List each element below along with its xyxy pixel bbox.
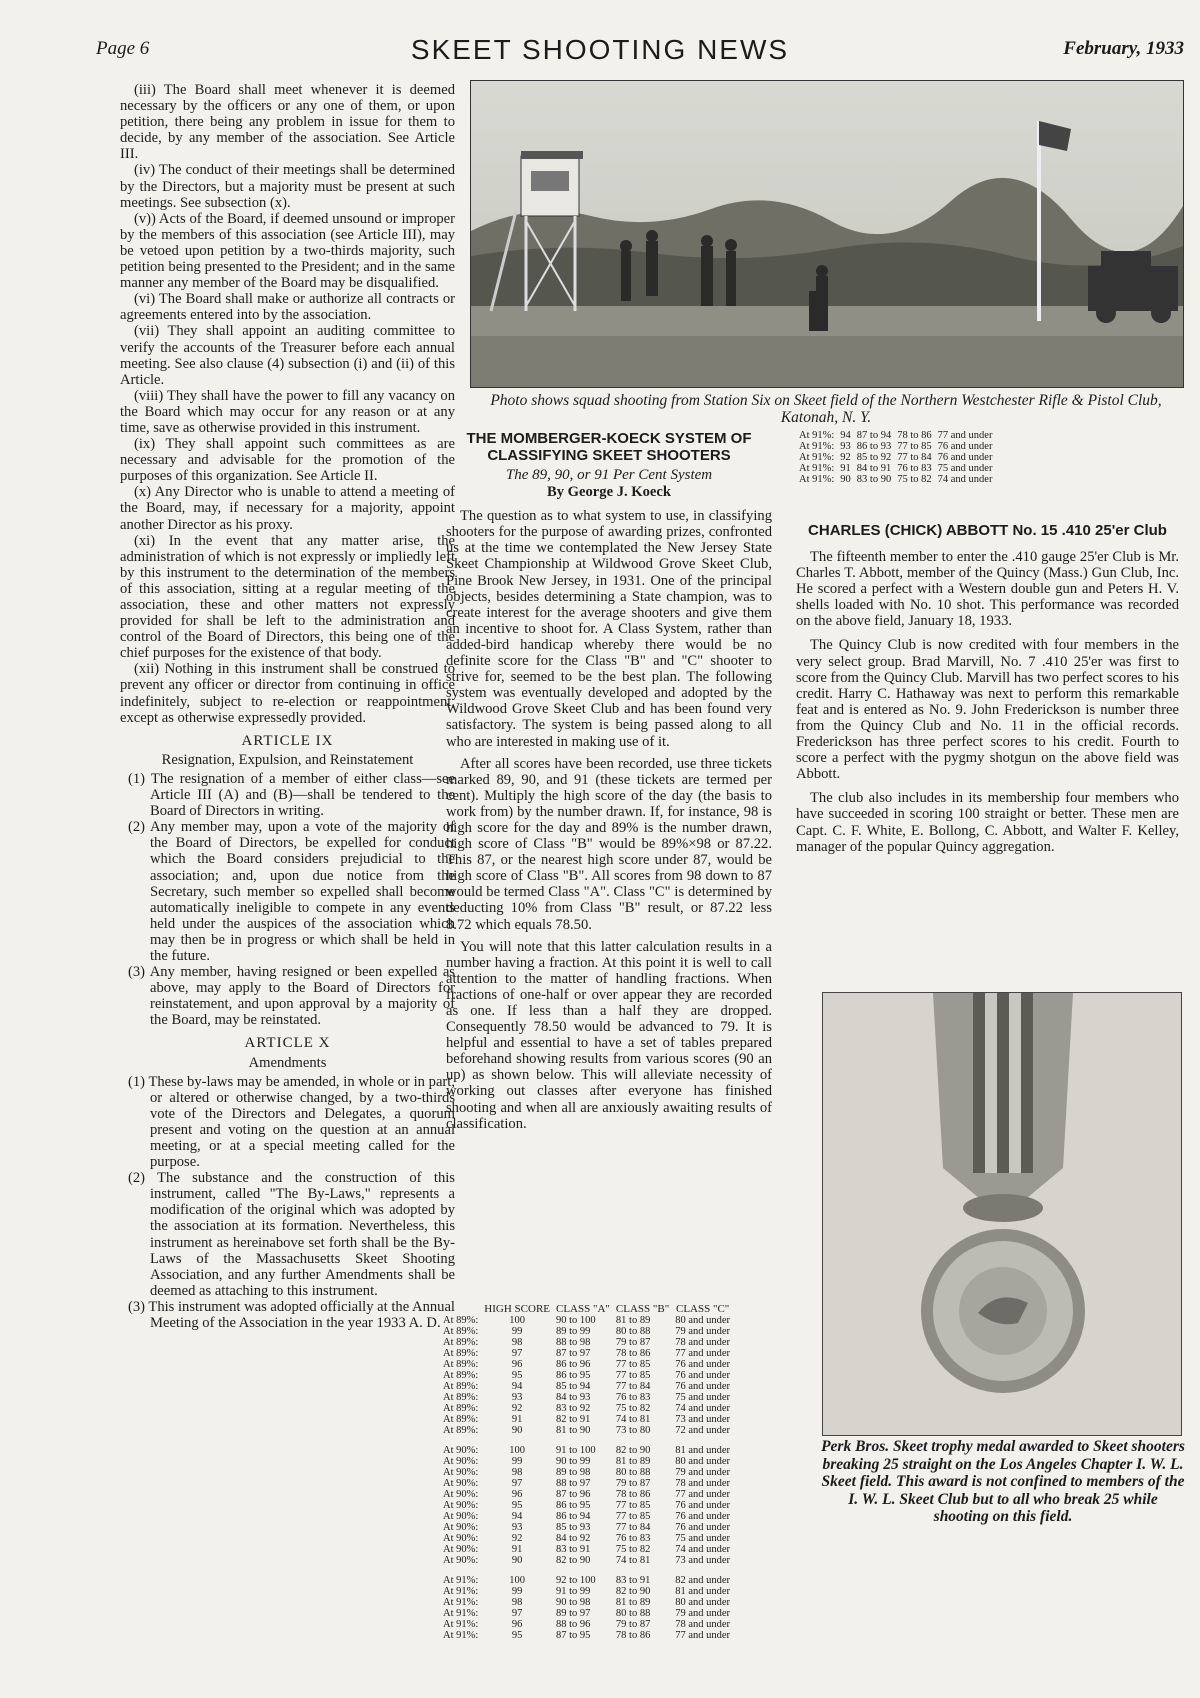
table-cell: 81 and under xyxy=(675,1445,731,1456)
table-cell: At 89%: xyxy=(443,1326,479,1337)
table-cell: 77 to 85 xyxy=(615,1359,651,1370)
table-row xyxy=(796,430,995,441)
table-cell: 98 xyxy=(511,1597,523,1608)
table-cell: At 90%: xyxy=(443,1478,479,1489)
table-row xyxy=(440,1445,733,1456)
table-cell: 92 to 100 xyxy=(556,1575,596,1586)
table-cell: 80 and under xyxy=(675,1456,731,1467)
table-cell: At 89%: xyxy=(443,1425,479,1436)
table-cell: 76 to 83 xyxy=(615,1392,651,1403)
table-cell: 99 xyxy=(511,1326,523,1337)
table-cell: 96 xyxy=(511,1619,523,1630)
table-row xyxy=(440,1489,733,1500)
table-cell: 99 xyxy=(511,1586,523,1597)
table-cell: 85 to 94 xyxy=(556,1381,591,1392)
table-cell: 97 xyxy=(511,1348,523,1359)
table-cell: 97 xyxy=(511,1478,523,1489)
table-cell: At 90%: xyxy=(443,1456,479,1467)
table-cell: 77 and under xyxy=(675,1489,731,1500)
table-cell: 81 to 89 xyxy=(615,1597,651,1608)
table-cell: 81 to 89 xyxy=(615,1315,651,1326)
table-cell: 73 to 80 xyxy=(615,1425,651,1436)
table-cell: At 91%: xyxy=(799,452,835,463)
bylaw-item: (2) The substance and the construction of this instrument, called "The By-Laws," represents a modification of the original which was adopted by the association at its formation. Nevertheless, this instrument as hereinabove set forth shall be the By-Laws of the Massachusetts Skeet Shooting Association, and any further Amendments shall be deemed as attaching to this instrument. xyxy=(128,1170,455,1299)
table-cell: 76 and under xyxy=(675,1522,731,1533)
table-row xyxy=(440,1326,733,1337)
table-row xyxy=(440,1619,733,1630)
table-cell: 81 to 89 xyxy=(615,1456,651,1467)
table-row xyxy=(440,1403,733,1414)
table-cell: 77 and under xyxy=(937,430,993,441)
table-cell: 78 to 86 xyxy=(615,1630,651,1641)
table-cell: At 91%: xyxy=(443,1630,479,1641)
article-heading: ARTICLE IX xyxy=(241,732,334,749)
table-row xyxy=(440,1597,733,1608)
table-cell: 94 xyxy=(511,1381,523,1392)
bylaw-paragraph: (viii) They shall have the power to fill any vacancy on the Board which may occur for any reason or at any time, save as otherwise provided in this instrument. xyxy=(120,387,455,436)
table-cell: At 91%: xyxy=(443,1608,479,1619)
table-cell: 76 and under xyxy=(675,1511,731,1522)
table-row xyxy=(440,1392,733,1403)
table-cell: 76 and under xyxy=(675,1381,731,1392)
table-cell: At 91%: xyxy=(799,474,835,485)
table-cell: 78 and under xyxy=(675,1619,731,1630)
table-cell: 86 to 95 xyxy=(556,1370,591,1381)
table-cell: At 91%: xyxy=(443,1619,479,1630)
table-cell: 76 to 83 xyxy=(897,463,932,474)
table-cell: 86 to 96 xyxy=(556,1359,591,1370)
table-cell: At 89%: xyxy=(443,1381,479,1392)
table-cell: 96 xyxy=(511,1489,523,1500)
bylaw-item: (2) Any member may, upon a vote of the majority of the Board of Directors, be expelled for conduct which the Board considers prejudicial to the association; and, upon due notice from the Secretary, such member so expelled shall become automatically ineligible to compete in any events held under the auspices of the association which may then be in progress or which shall be held in the future. xyxy=(128,819,455,964)
table-cell: 74 to 81 xyxy=(615,1414,651,1425)
table-cell: At 91%: xyxy=(799,463,835,474)
table-cell: 85 to 93 xyxy=(556,1522,591,1533)
table-cell: 82 to 90 xyxy=(615,1586,651,1597)
table-cell: 74 and under xyxy=(675,1544,731,1555)
table-cell: 78 to 86 xyxy=(615,1348,651,1359)
abbott-paragraph: The fifteenth member to enter the .410 gauge 25'er Club is Mr. Charles T. Abbott, member of the Quincy (Mass.) Gun Club, Inc. He scored a perfect with a Western double gun and Peters H. V. shells loaded with No. 10 shot. This performance was recorded on the above field, January 18, 1933. xyxy=(796,549,1179,630)
table-cell: 86 to 94 xyxy=(556,1511,591,1522)
table-cell: At 91%: xyxy=(443,1597,479,1608)
table-cell: 100 xyxy=(509,1445,526,1456)
table-cell: 87 to 94 xyxy=(856,430,892,441)
table-cell: 90 xyxy=(511,1555,523,1566)
table-cell: 98 xyxy=(511,1337,523,1348)
abbott-paragraph: The Quincy Club is now credited with four members in the very select group. Brad Marvill, No. 7 .410 25'er was first to score from the Quincy Club. Marvill has two perfect scores to his credit. Harry C. Hathaway was next to perform this remarkable feat and is entered as No. 9. John Frederickson is number three from the Quincy Club and No. 11 in the official records. Frederickson has three perfect scores to his credit. Fourth to score a perfect with the pygmy shotgun on the above field was Abbott. xyxy=(796,637,1179,783)
table-header: HIGH SCORE xyxy=(484,1303,550,1315)
table-row xyxy=(440,1348,733,1359)
table-cell: 78 and under xyxy=(675,1337,731,1348)
bylaw-paragraph: (xii) Nothing in this instrument shall be construed to prevent any officer or director from continuing in office indefinitely, subject to re-election or reappointment, except as otherwise expressedly provided. xyxy=(120,661,455,726)
table-row xyxy=(440,1522,733,1533)
table-cell: 76 and under xyxy=(675,1370,731,1381)
table-cell: 80 and under xyxy=(675,1315,731,1326)
table-cell: 93 xyxy=(511,1392,523,1403)
table-cell: 79 to 87 xyxy=(615,1619,651,1630)
publication-title: SKEET SHOOTING NEWS xyxy=(410,34,790,65)
table-cell: 82 to 90 xyxy=(615,1445,651,1456)
skeet-field-illustration xyxy=(471,81,1183,387)
table-cell: At 91%: xyxy=(443,1586,479,1597)
table-cell: 75 to 82 xyxy=(615,1544,651,1555)
page-header xyxy=(0,0,1200,70)
table-cell: 78 to 86 xyxy=(615,1489,651,1500)
table-cell: 77 to 85 xyxy=(897,441,932,452)
article-heading: ARTICLE X xyxy=(244,1035,331,1052)
table-cell: 97 xyxy=(511,1608,523,1619)
table-cell: 78 and under xyxy=(675,1478,731,1489)
table-cell: 88 to 98 xyxy=(556,1337,591,1348)
table-row xyxy=(440,1511,733,1522)
table-cell: 79 to 87 xyxy=(615,1337,651,1348)
issue-date: February, 1933 xyxy=(1063,38,1184,59)
table-row xyxy=(440,1555,733,1566)
table-row xyxy=(440,1337,733,1348)
table-cell: 94 xyxy=(840,430,851,441)
abbott-paragraph: The club also includes in its membership four members who have succeeded in scoring 100 straight or better. These men are Capt. C. F. White, E. Bollong, C. Abbott, and Walter F. Kelley, manager of the popular Quincy aggregation. xyxy=(796,790,1179,855)
table-cell: 87 to 96 xyxy=(556,1489,591,1500)
table-cell: 94 xyxy=(511,1511,523,1522)
table-cell: 89 to 98 xyxy=(556,1467,591,1478)
table-cell: 77 and under xyxy=(675,1630,731,1641)
table-header: CLASS "C" xyxy=(675,1303,730,1315)
table-row xyxy=(440,1425,733,1436)
table-cell: 81 to 90 xyxy=(556,1425,591,1436)
table-cell: 80 and under xyxy=(675,1597,731,1608)
article-column xyxy=(446,430,772,1132)
table-cell: 80 to 88 xyxy=(615,1608,651,1619)
table-row xyxy=(796,463,995,474)
table-cell: 90 to 98 xyxy=(556,1597,591,1608)
bylaw-item: (3) Any member, having resigned or been expelled as above, may apply to the Board of Directors for reinstatement, and upon approval by a majority of the Board, may be reinstated. xyxy=(128,964,455,1029)
table-header xyxy=(440,1304,481,1315)
trophy-medal-photo xyxy=(822,992,1182,1436)
bylaw-paragraph: (x) Any Director who is unable to attend a meeting of the Board, may, if necessary for a majority, appoint another Director as his proxy. xyxy=(120,484,455,533)
table-row xyxy=(440,1630,733,1641)
bylaws-column xyxy=(120,82,455,1331)
table-cell: 75 and under xyxy=(937,463,993,474)
table-cell: 86 to 93 xyxy=(856,441,892,452)
table-cell: 92 xyxy=(511,1403,523,1414)
table-cell: 96 xyxy=(511,1359,523,1370)
table-cell: At 91%: xyxy=(443,1575,479,1586)
article-subtitle: The 89, 90, or 91 Per Cent System xyxy=(505,467,713,483)
table-cell: At 90%: xyxy=(443,1533,479,1544)
table-cell: 91 xyxy=(511,1544,523,1555)
bylaw-item: (1) The resignation of a member of either class—see Article III (A) and (B)—shall be tendered to the Board of Directors in writing. xyxy=(128,770,455,820)
table-row xyxy=(440,1608,733,1619)
table-cell: 75 and under xyxy=(675,1533,731,1544)
table-row xyxy=(440,1575,733,1586)
table-cell: 81 and under xyxy=(675,1586,731,1597)
table-cell: 80 to 88 xyxy=(615,1326,651,1337)
article-paragraph: You will note that this latter calculation results in a number having a fraction. At this point it is well to call attention to the matter of handling fractions. When fractions of one-half or over appear they are recorded as one. If less than a half they are dropped. Consequently 78.50 would be advanced to 79. It is helpful and essential to have a set of tables prepared beforehand showing results from various scores (90 an up) as shown below. This will alleviate necessity of working out classes after everyone has finished shooting and when all are anxiously awaiting results of classification. xyxy=(446,938,772,1132)
table-cell: 75 to 82 xyxy=(897,474,932,485)
medal-illustration xyxy=(823,993,1181,1435)
table-cell: 91 to 99 xyxy=(556,1586,591,1597)
table-cell: 95 xyxy=(511,1370,523,1381)
table-cell: 77 to 85 xyxy=(615,1511,651,1522)
table-cell: 83 to 92 xyxy=(556,1403,591,1414)
table-cell: 91 xyxy=(511,1414,523,1425)
table-cell: 79 to 87 xyxy=(615,1478,651,1489)
table-cell: 77 to 85 xyxy=(615,1370,651,1381)
table-cell: 76 and under xyxy=(675,1500,731,1511)
table-cell: 80 to 88 xyxy=(615,1467,651,1478)
table-group-gap xyxy=(440,1566,733,1575)
page-number: Page 6 xyxy=(96,38,150,59)
table-cell: At 91%: xyxy=(799,430,835,441)
table-cell: At 89%: xyxy=(443,1337,479,1348)
table-cell: 74 and under xyxy=(937,474,993,485)
table-cell: 75 to 82 xyxy=(615,1403,651,1414)
table-row xyxy=(440,1456,733,1467)
table-cell: 74 to 81 xyxy=(615,1555,651,1566)
table-group-gap xyxy=(440,1436,733,1445)
table-row xyxy=(440,1315,733,1326)
table-row xyxy=(440,1478,733,1489)
table-cell: At 89%: xyxy=(443,1392,479,1403)
table-cell: 83 to 91 xyxy=(556,1544,591,1555)
table-cell: 73 and under xyxy=(675,1414,731,1425)
table-cell: 84 to 92 xyxy=(556,1533,591,1544)
table-cell: 77 to 84 xyxy=(615,1381,651,1392)
bylaw-paragraph: (xi) In the event that any matter arise, the administration of which is not expressly or impliedly left by this instrument to the determination of the members of this association, sitting at a regular meeting of the association, these and other matters not expressly provided for shall be left to the administration and control of the Board of Directors, this being one of the chief purposes for the existence of that body. xyxy=(120,532,455,662)
table-cell: 78 to 86 xyxy=(897,430,932,441)
table-cell: At 89%: xyxy=(443,1315,479,1326)
table-cell: 93 xyxy=(840,441,851,452)
article-byline: By George J. Koeck xyxy=(546,484,672,501)
table-row xyxy=(440,1370,733,1381)
table-row xyxy=(440,1467,733,1478)
classification-table-continued xyxy=(796,430,995,485)
table-cell: 77 to 84 xyxy=(897,452,932,463)
table-body xyxy=(796,430,995,485)
article-paragraph: After all scores have been recorded, use three tickets marked 89, 90, and 91 (these tickets are termed per cent). Multiply the high score of the day (the basis to work from) by the number drawn. If, for instance, 98 is high score for the day and 89% is the number drawn, high score of Class "B" would be 89%×98 or 87.22. This 87, or the nearest high score under 87, would be high score of Class "B". All scores from 98 down to 87 would be termed Class "A". Class "C" is determined by deducting 10% from Class "B" result, or 87.22 less 8.72 which equals 78.50. xyxy=(446,755,772,933)
table-cell: 74 and under xyxy=(675,1403,731,1414)
table-cell: 82 to 90 xyxy=(556,1555,591,1566)
medal-caption: Perk Bros. Skeet trophy medal awarded to Skeet shooters breaking 25 straight on the Los Angeles Chapter I. W. L. Skeet field. This award is not confined to members of the I. W. L. Skeet Club but to all who break 25 while shooting on this field. xyxy=(821,1438,1185,1525)
article-subheading: Resignation, Expulsion, and Reinstatement xyxy=(161,751,414,768)
table-cell: 91 to 100 xyxy=(556,1445,596,1456)
classification-table xyxy=(440,1304,733,1641)
table-cell: At 89%: xyxy=(443,1370,479,1381)
abbott-title: CHARLES (CHICK) ABBOTT No. 15 .410 25'er Club xyxy=(808,522,1167,539)
table-header: CLASS "A" xyxy=(556,1303,610,1315)
table-body xyxy=(440,1315,733,1641)
table-cell: 79 and under xyxy=(675,1467,731,1478)
table-cell: 76 and under xyxy=(937,441,993,452)
table-cell: 87 to 97 xyxy=(556,1348,591,1359)
table-row xyxy=(440,1533,733,1544)
table-cell: 77 to 85 xyxy=(615,1500,651,1511)
table-cell: 99 xyxy=(511,1456,523,1467)
table-cell: At 90%: xyxy=(443,1445,479,1456)
table-cell: 90 xyxy=(840,474,851,485)
table-cell: 76 and under xyxy=(675,1359,731,1370)
table-cell: 95 xyxy=(511,1500,523,1511)
table-cell: 77 to 84 xyxy=(615,1522,651,1533)
table-cell: 73 and under xyxy=(675,1555,731,1566)
table-cell: 92 xyxy=(840,452,851,463)
table-cell: 84 to 91 xyxy=(856,463,892,474)
photo-caption: Photo shows squad shooting from Station Six on Skeet field of the Northern Westchester Rifle & Pistol Club, Katonah, N. Y. xyxy=(490,392,1162,426)
table-cell: 88 to 97 xyxy=(556,1478,591,1489)
table-cell: 84 to 93 xyxy=(556,1392,591,1403)
table-cell: At 89%: xyxy=(443,1403,479,1414)
table-row xyxy=(440,1381,733,1392)
article-title: THE MOMBERGER-KOECK SYSTEM OF CLASSIFYING SKEET SHOOTERS xyxy=(466,430,752,464)
table-cell: 89 to 97 xyxy=(556,1608,591,1619)
table-header-row xyxy=(440,1304,733,1315)
table-cell: At 91%: xyxy=(799,441,835,452)
article-paragraph: The question as to what system to use, in classifying shooters for the purpose of awarding prizes, confronted us at the time we contemplated the New Jersey State Skeet Championship at Wildwood Grove Skeet Club, Pine Brook New Jersey, in 1931. One of the principal objects, besides determining a State champion, was to create interest for the average shooters and give them an incentive to shoot for. A Class System, rather than added-bird handicap whereby there would be no definite score for the Class "B" and "C" shooter to strive for, seemed to be the best plan. The following system was eventually developed and adopted by the Wildwood Grove Skeet Club and has been found very satisfactory. The system is being passed along to all who are interested in making use of it. xyxy=(446,508,772,750)
table-cell: 75 and under xyxy=(675,1392,731,1403)
table-cell: 90 to 99 xyxy=(556,1456,591,1467)
table-cell: 100 xyxy=(509,1575,526,1586)
article-subheading: Amendments xyxy=(248,1054,327,1071)
table-cell: 93 xyxy=(511,1522,523,1533)
table-cell: 90 xyxy=(511,1425,523,1436)
table-row xyxy=(440,1500,733,1511)
table-cell: At 90%: xyxy=(443,1500,479,1511)
table-cell: At 90%: xyxy=(443,1489,479,1500)
bylaw-item: (1) These by-laws may be amended, in whole or in part, or altered or otherwise changed, by a two-thirds vote of the Directors and Delegates, a quorum present and voting on the question at an annual meeting, or at a special meeting called for the purpose. xyxy=(128,1073,455,1171)
table-cell: At 89%: xyxy=(443,1414,479,1425)
table-cell: 76 and under xyxy=(937,452,993,463)
table-cell: 90 to 100 xyxy=(556,1315,596,1326)
bylaw-item: (3) This instrument was adopted officially at the Annual Meeting of the Association in the year 1933 A. D. xyxy=(128,1298,455,1332)
table-cell: 100 xyxy=(509,1315,526,1326)
table-cell: 95 xyxy=(511,1630,523,1641)
bylaw-paragraph: (vi) The Board shall make or authorize all contracts or agreements entered into by the association. xyxy=(120,291,455,324)
table-row xyxy=(796,474,995,485)
table-cell: 83 to 90 xyxy=(856,474,892,485)
table-cell: 83 to 91 xyxy=(615,1575,651,1586)
table-cell: 85 to 92 xyxy=(856,452,892,463)
table-cell: 98 xyxy=(511,1467,523,1478)
table-cell: 77 and under xyxy=(675,1348,731,1359)
table-row xyxy=(796,441,995,452)
table-cell: 72 and under xyxy=(675,1425,731,1436)
bylaw-paragraph: (v)) Acts of the Board, if deemed unsound or improper by the members of this association (see Article III), may be vetoed upon petition by a two-thirds majority, such petition being presented to the President; and in the same manner any member of the Board may be disqualified. xyxy=(120,210,455,292)
table-cell: 89 to 99 xyxy=(556,1326,591,1337)
table-cell: At 90%: xyxy=(443,1555,479,1566)
abbott-column xyxy=(796,522,1179,855)
table-cell: At 90%: xyxy=(443,1544,479,1555)
table-cell: 86 to 95 xyxy=(556,1500,591,1511)
table-cell: 87 to 95 xyxy=(556,1630,591,1641)
table-cell: At 90%: xyxy=(443,1467,479,1478)
table-cell: 92 xyxy=(511,1533,523,1544)
table-cell: 82 and under xyxy=(675,1575,731,1586)
table-cell: 91 xyxy=(840,463,851,474)
table-row xyxy=(796,452,995,463)
table-cell: 76 to 83 xyxy=(615,1533,651,1544)
table-cell: At 90%: xyxy=(443,1511,479,1522)
table-cell: At 90%: xyxy=(443,1522,479,1533)
table-cell: At 89%: xyxy=(443,1348,479,1359)
table-row xyxy=(440,1359,733,1370)
table-cell: At 89%: xyxy=(443,1359,479,1370)
table-row xyxy=(440,1586,733,1597)
table-cell: 82 to 91 xyxy=(556,1414,591,1425)
skeet-field-photo xyxy=(470,80,1184,388)
table-cell: 79 and under xyxy=(675,1608,731,1619)
table-row xyxy=(440,1544,733,1555)
table-cell: 79 and under xyxy=(675,1326,731,1337)
table-cell: 88 to 96 xyxy=(556,1619,591,1630)
bylaw-paragraph: (iii) The Board shall meet whenever it is deemed necessary by the officers or any one of them, or upon petition, there being any problem in issue for them to decide, by any member of the association. See Article III. xyxy=(120,82,455,163)
bylaw-paragraph: (ix) They shall appoint such committees as are necessary and advisable for the promotion of the purposes of this organization. See Article II. xyxy=(120,436,455,485)
bylaw-paragraph: (vii) They shall appoint an auditing committee to verify the accounts of the Treasurer before each annual meeting. See also clause (4) subsection (i) and (ii) of this Article. xyxy=(120,323,455,388)
bylaw-paragraph: (iv) The conduct of their meetings shall be determined by the Directors, but a majority must be present at such meetings. See subsection (x). xyxy=(120,162,455,211)
table-row xyxy=(440,1414,733,1425)
table-header: CLASS "B" xyxy=(615,1303,670,1315)
